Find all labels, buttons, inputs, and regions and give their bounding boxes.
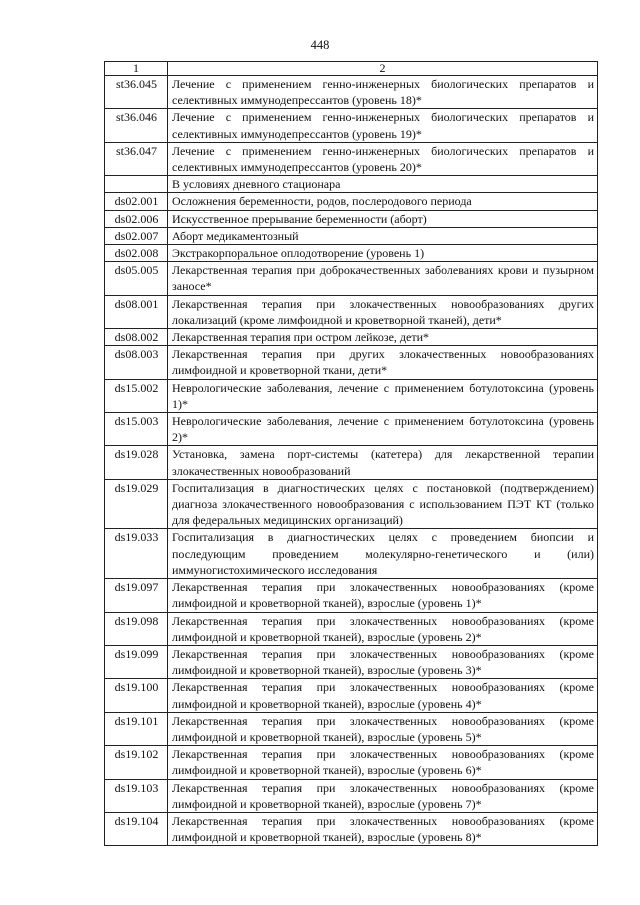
table-row	[105, 612, 598, 645]
row-description: Лекарственная терапия при доброкачественных заболеваниях крови и пузырном заносе*	[168, 262, 598, 295]
row-code: ds19.100	[105, 679, 168, 712]
row-description: В условиях дневного стационара	[168, 176, 598, 193]
tariff-table	[104, 61, 598, 846]
table-row	[105, 227, 598, 244]
table-row	[105, 446, 598, 479]
row-description: Искусственное прерывание беременности (аборт)	[168, 210, 598, 227]
table-row	[105, 645, 598, 678]
row-code: ds19.101	[105, 712, 168, 745]
row-description: Лекарственная терапия при злокачественных новообразованиях (кроме лимфоидной и кроветворной тканей), взрослые (уровень 7)*	[168, 779, 598, 812]
table-row	[105, 329, 598, 346]
row-code: st36.045	[105, 76, 168, 109]
table-row	[105, 712, 598, 745]
row-description: Лекарственная терапия при злокачественных новообразованиях (кроме лимфоидной и кроветворной тканей), взрослые (уровень 2)*	[168, 612, 598, 645]
table-row	[105, 193, 598, 210]
table-row	[105, 812, 598, 845]
row-code: ds02.001	[105, 193, 168, 210]
row-code: ds19.104	[105, 812, 168, 845]
row-description: Лекарственная терапия при злокачественных новообразованиях (кроме лимфоидной и кроветворной тканей), взрослые (уровень 8)*	[168, 812, 598, 845]
row-code: ds19.097	[105, 579, 168, 612]
row-description: Лекарственная терапия при злокачественных новообразованиях (кроме лимфоидной и кроветворной тканей), взрослые (уровень 3)*	[168, 645, 598, 678]
table-row	[105, 109, 598, 142]
row-code	[105, 176, 168, 193]
table-row	[105, 779, 598, 812]
page-number: 448	[310, 38, 330, 52]
row-description: Неврологические заболевания, лечение с применением ботулотоксина (уровень 2)*	[168, 413, 598, 446]
row-code: st36.046	[105, 109, 168, 142]
row-description: Госпитализация в диагностических целях с постановкой (подтверждением) диагноза злокачественного новообразования с использованием ПЭТ КТ (только для федеральных медицинских организаций)	[168, 479, 598, 529]
row-description: Лекарственная терапия при злокачественных новообразованиях других локализаций (кроме лимфоидной и кроветворной тканей), дети*	[168, 295, 598, 328]
table-row	[105, 679, 598, 712]
row-description: Лекарственная терапия при злокачественных новообразованиях (кроме лимфоидной и кроветворной тканей), взрослые (уровень 4)*	[168, 679, 598, 712]
row-description: Лечение с применением генно-инженерных биологических препаратов и селективных иммунодепрессантов (уровень 19)*	[168, 109, 598, 142]
row-description: Экстракорпоральное оплодотворение (уровень 1)	[168, 245, 598, 262]
table-row	[105, 413, 598, 446]
row-code: ds19.098	[105, 612, 168, 645]
row-description: Лекарственная терапия при остром лейкозе, дети*	[168, 329, 598, 346]
row-code: ds02.006	[105, 210, 168, 227]
row-code: ds19.028	[105, 446, 168, 479]
table-header-row	[105, 62, 598, 76]
row-description: Лекарственная терапия при злокачественных новообразованиях (кроме лимфоидной и кроветворной тканей), взрослые (уровень 6)*	[168, 746, 598, 779]
row-code: ds05.005	[105, 262, 168, 295]
row-code: st36.047	[105, 142, 168, 175]
table-row	[105, 746, 598, 779]
table-row	[105, 142, 598, 175]
table-row	[105, 76, 598, 109]
row-code: ds08.002	[105, 329, 168, 346]
table-row	[105, 346, 598, 379]
table-row	[105, 529, 598, 579]
row-description: Лечение с применением генно-инженерных биологических препаратов и селективных иммунодепрессантов (уровень 18)*	[168, 76, 598, 109]
table-row	[105, 479, 598, 529]
table-row	[105, 379, 598, 412]
row-description: Установка, замена порт-системы (катетера) для лекарственной терапии злокачественных новообразований	[168, 446, 598, 479]
row-code: ds02.007	[105, 227, 168, 244]
table-row	[105, 210, 598, 227]
row-code: ds19.033	[105, 529, 168, 579]
row-description: Аборт медикаментозный	[168, 227, 598, 244]
row-description: Осложнения беременности, родов, послеродового периода	[168, 193, 598, 210]
column-header-2: 2	[168, 62, 598, 76]
row-code: ds08.001	[105, 295, 168, 328]
row-code: ds19.102	[105, 746, 168, 779]
table-row	[105, 245, 598, 262]
table-row	[105, 579, 598, 612]
row-description: Лекарственная терапия при злокачественных новообразованиях (кроме лимфоидной и кроветворной тканей), взрослые (уровень 1)*	[168, 579, 598, 612]
row-code: ds19.029	[105, 479, 168, 529]
row-code: ds15.003	[105, 413, 168, 446]
row-description: Лекарственная терапия при других злокачественных новообразованиях лимфоидной и кроветворной ткани, дети*	[168, 346, 598, 379]
row-code: ds19.103	[105, 779, 168, 812]
row-code: ds19.099	[105, 645, 168, 678]
row-description: Госпитализация в диагностических целях с проведением биопсии и последующим проведением молекулярно-генетического и (или) иммуногистохимического исследования	[168, 529, 598, 579]
row-description: Лекарственная терапия при злокачественных новообразованиях (кроме лимфоидной и кроветворной тканей), взрослые (уровень 5)*	[168, 712, 598, 745]
row-description: Лечение с применением генно-инженерных биологических препаратов и селективных иммунодепрессантов (уровень 20)*	[168, 142, 598, 175]
row-code: ds08.003	[105, 346, 168, 379]
table-body	[105, 76, 598, 846]
row-code: ds02.008	[105, 245, 168, 262]
table-row	[105, 295, 598, 328]
table-row	[105, 262, 598, 295]
column-header-1: 1	[105, 62, 168, 76]
row-code: ds15.002	[105, 379, 168, 412]
table-row	[105, 176, 598, 193]
row-description: Неврологические заболевания, лечение с применением ботулотоксина (уровень 1)*	[168, 379, 598, 412]
